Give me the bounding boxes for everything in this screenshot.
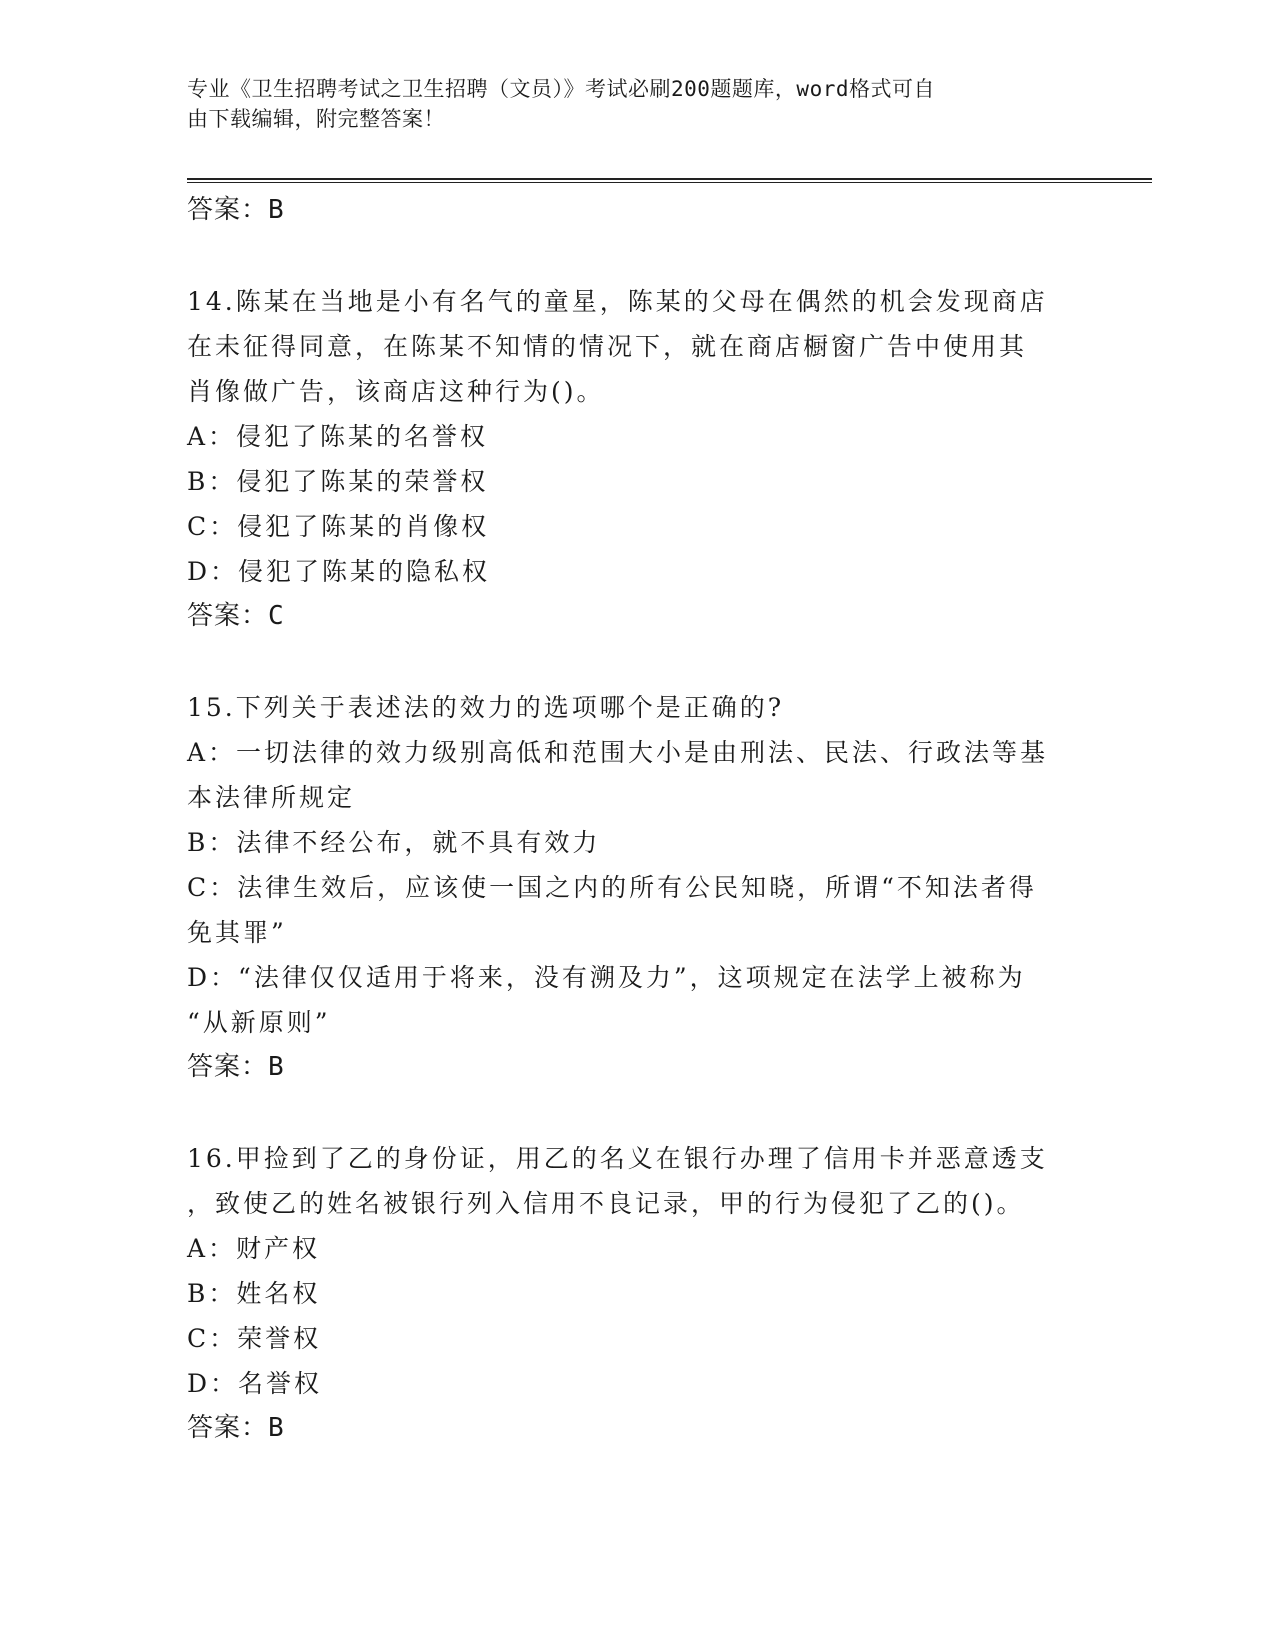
question-16-text-line-2: ，致使乙的姓名被银行列入信用不良记录，甲的行为侵犯了乙的()。 [187,1189,1025,1218]
question-15 [187,685,1087,1090]
header-divider-thick [187,178,1152,180]
question-15-option-d-line-2: “从新原则” [187,1008,331,1037]
question-15-option-c-line-2: 免其罪” [187,918,287,947]
question-15-option-d-line-1: D：“法律仅仅适用于将来，没有溯及力”，这项规定在法学上被称为 [187,963,1026,992]
question-15-option-c-line-1: C：法律生效后，应该使一国之内的所有公民知晓，所谓“不知法者得 [187,873,1037,902]
header-divider-thin [187,182,1152,183]
answer-q15: 答案：B [187,1052,285,1082]
question-14-text-line-1: 14.陈某在当地是小有名气的童星，陈某的父母在偶然的机会发现商店 [187,287,1048,316]
spacer [187,233,1087,279]
question-14-option-b: B：侵犯了陈某的荣誉权 [187,467,489,496]
question-14-text-line-3: 肖像做广告，该商店这种行为()。 [187,377,605,406]
question-15-option-a-line-2: 本法律所规定 [187,783,356,812]
question-14 [187,279,1087,639]
question-14-option-c: C：侵犯了陈某的肖像权 [187,512,490,541]
question-16-text-line-1: 16.甲捡到了乙的身份证，用乙的名义在银行办理了信用卡并恶意透支 [187,1144,1048,1173]
question-14-option-a: A：侵犯了陈某的名誉权 [187,422,489,451]
header-line-2: 由下载编辑，附完整答案！ [187,107,445,131]
question-15-text-line-1: 15.下列关于表述法的效力的选项哪个是正确的? [187,693,785,722]
spacer [187,639,1087,685]
question-16 [187,1136,1087,1451]
question-16-option-d: D：名誉权 [187,1369,323,1398]
answer-q13: 答案：B [187,195,285,225]
answer-q14: 答案：C [187,601,285,631]
question-14-option-d: D：侵犯了陈某的隐私权 [187,557,491,586]
question-16-option-a: A：财产权 [187,1234,321,1263]
question-15-option-b: B：法律不经公布，就不具有效力 [187,828,601,857]
question-15-option-a-line-1: A：一切法律的效力级别高低和范围大小是由刑法、民法、行政法等基 [187,738,1049,767]
answer-q16: 答案：B [187,1413,285,1443]
document-header [187,74,1067,134]
header-line-1: 专业《卫生招聘考试之卫生招聘（文员）》考试必刷200题题库，word格式可自 [187,77,935,101]
question-list [187,188,1087,1451]
question-16-option-b: B：姓名权 [187,1279,321,1308]
question-16-option-c: C：荣誉权 [187,1324,322,1353]
spacer [187,1090,1087,1136]
question-14-text-line-2: 在未征得同意，在陈某不知情的情况下，就在商店橱窗广告中使用其 [187,332,1028,361]
